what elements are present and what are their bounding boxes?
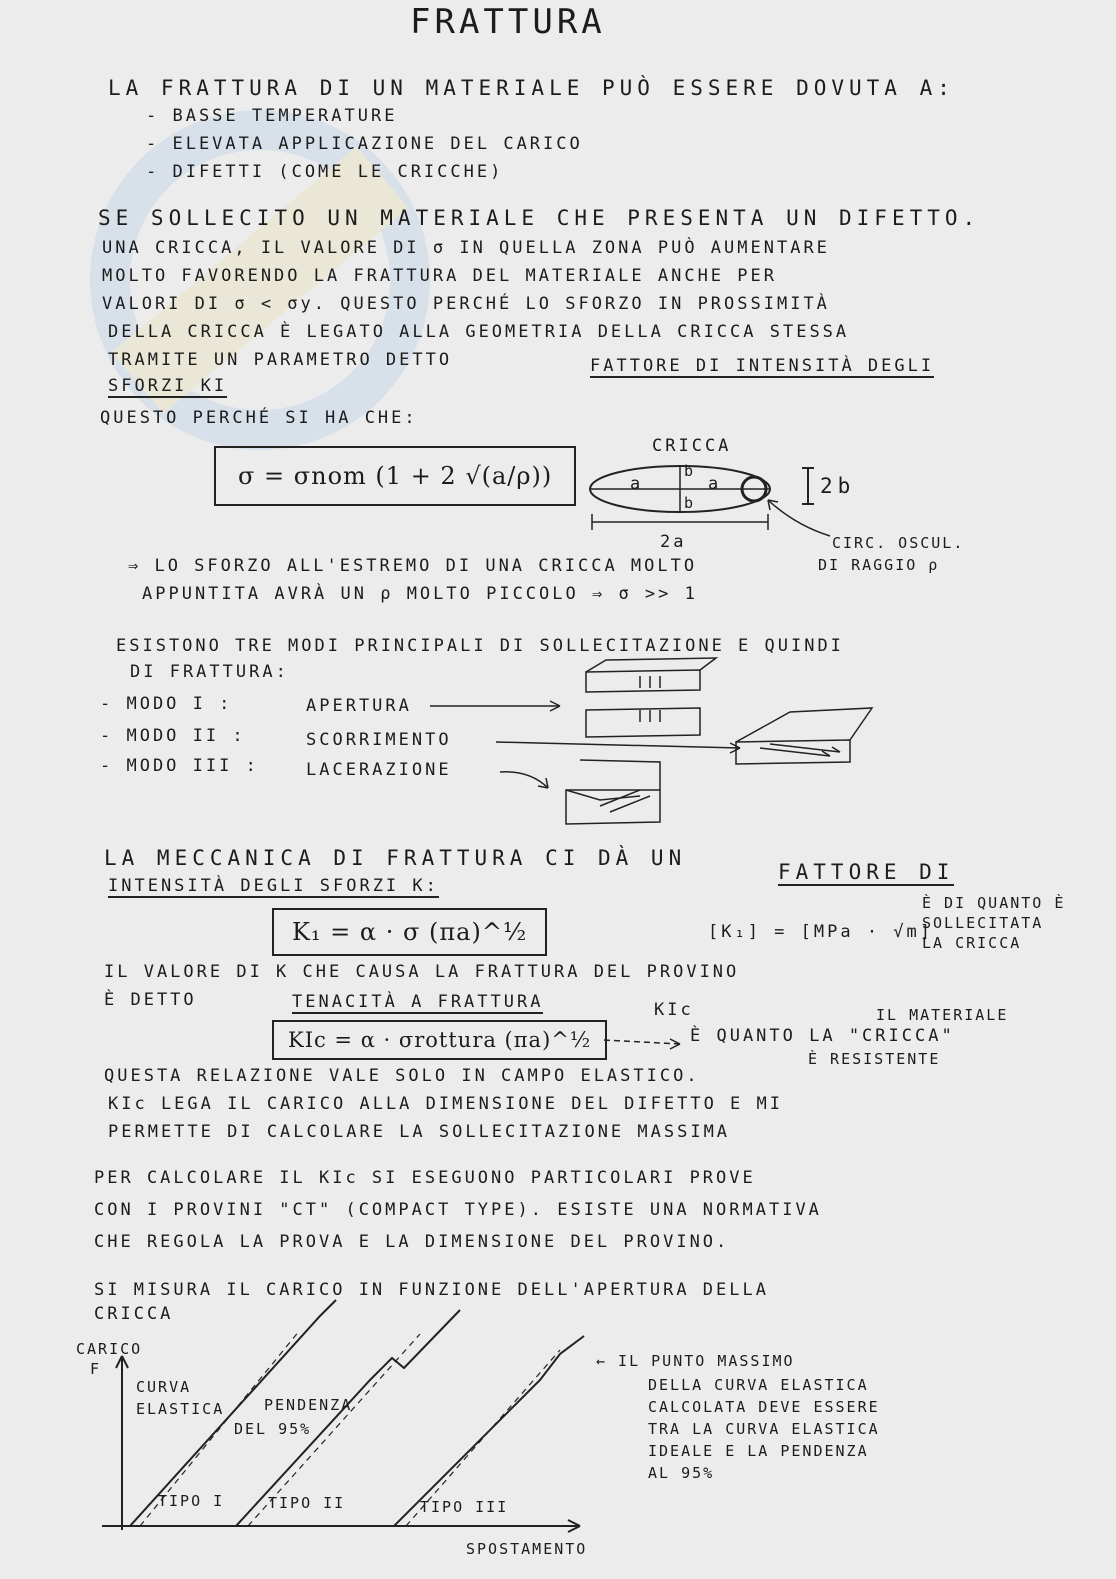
paragraph-line: TRAMITE UN PARAMETRO DETTO bbox=[108, 350, 453, 370]
mode-description: LACERAZIONE bbox=[306, 760, 452, 780]
paragraph-line: QUESTO PERCHÉ SI HA CHE: bbox=[100, 408, 418, 428]
y-axis-label: F bbox=[90, 1360, 102, 1378]
slope-label: DEL 95% bbox=[234, 1420, 312, 1438]
key-term: SFORZI KI bbox=[108, 376, 228, 396]
paragraph-line: SE SOLLECITO UN MATERIALE CHE PRESENTA UN DIFETTO. bbox=[98, 206, 981, 230]
type-label: TIPO II bbox=[268, 1494, 346, 1512]
mode-description: APERTURA bbox=[306, 696, 412, 716]
key-term: FATTORE DI bbox=[778, 860, 955, 884]
key-term: INTENSITÀ DEGLI SFORZI K: bbox=[108, 876, 439, 896]
circle-label: CIRC. OSCUL. bbox=[832, 534, 965, 552]
crack-half-height: b bbox=[684, 462, 696, 480]
toughness-note: IL MATERIALE bbox=[876, 1006, 1009, 1024]
circle-label: DI RAGGIO ρ bbox=[818, 556, 940, 574]
key-term: FATTORE DI INTENSITÀ DEGLI bbox=[590, 356, 935, 376]
mode-name: - MODO III : bbox=[100, 756, 259, 776]
graph-note: AL 95% bbox=[648, 1464, 715, 1482]
paragraph-line: CRICCA bbox=[94, 1304, 174, 1324]
type-label: TIPO I bbox=[158, 1492, 225, 1510]
graph-note: TRA LA CURVA ELASTICA bbox=[648, 1420, 880, 1438]
type-label: TIPO III bbox=[420, 1498, 509, 1516]
paragraph-line: KIc LEGA IL CARICO ALLA DIMENSIONE DEL DIFETTO E MI bbox=[108, 1094, 783, 1114]
modes-intro-line: ESISTONO TRE MODI PRINCIPALI DI SOLLECITAZIONE E QUINDI bbox=[116, 636, 844, 656]
paragraph-line: VALORI DI σ < σy. QUESTO PERCHÉ LO SFORZO IN PROSSIMITÀ bbox=[102, 294, 830, 314]
toughness-line: È DETTO bbox=[104, 990, 197, 1010]
curve-label: ELASTICA bbox=[136, 1400, 225, 1418]
toughness-line: IL VALORE DI K CHE CAUSA LA FRATTURA DEL PROVINO bbox=[104, 962, 740, 982]
units-formula: [K₁] = [MPa · √m] bbox=[708, 922, 933, 942]
mechanics-line: LA MECCANICA DI FRATTURA CI DÀ UN bbox=[104, 846, 687, 870]
intro-line: LA FRATTURA DI UN MATERIALE PUÒ ESSERE DOVUTA A: bbox=[108, 76, 955, 100]
modes-intro-line: DI FRATTURA: bbox=[130, 662, 289, 682]
paragraph-line: CHE REGOLA LA PROVA E LA DIMENSIONE DEL PROVINO. bbox=[94, 1232, 730, 1252]
side-note: SOLLECITATA bbox=[922, 914, 1044, 932]
paragraph-line: PER CALCOLARE IL KIc SI ESEGUONO PARTICOLARI PROVE bbox=[94, 1168, 756, 1188]
slope-label: PENDENZA bbox=[264, 1396, 353, 1414]
side-note: È DI QUANTO È bbox=[922, 894, 1066, 912]
cause-item: - DIFETTI (COME LE CRICCHE) bbox=[146, 162, 504, 182]
paragraph-line: MOLTO FAVORENDO LA FRATTURA DEL MATERIALE ANCHE PER bbox=[102, 266, 777, 286]
paragraph-line: QUESTA RELAZIONE VALE SOLO IN CAMPO ELASTICO. bbox=[104, 1066, 700, 1086]
toughness-formula: KIc = α · σrottura (πa)^½ bbox=[272, 1020, 607, 1060]
curve-label: CURVA bbox=[136, 1378, 192, 1396]
paragraph-line: DELLA CRICCA È LEGATO ALLA GEOMETRIA DELLA CRICCA STESSA bbox=[108, 322, 850, 342]
crack-half-length: a bbox=[630, 474, 644, 494]
crack-half-length: a bbox=[708, 474, 722, 494]
paragraph-line: UNA CRICCA, IL VALORE DI σ IN QUELLA ZONA PUÒ AUMENTARE bbox=[102, 238, 830, 258]
toughness-note: È RESISTENTE bbox=[808, 1050, 941, 1068]
crack-width-label: 2a bbox=[660, 532, 687, 552]
paragraph-line: PERMETTE DI CALCOLARE LA SOLLECITAZIONE MASSIMA bbox=[108, 1122, 731, 1142]
cause-item: - ELEVATA APPLICAZIONE DEL CARICO bbox=[146, 134, 583, 154]
y-axis-label: CARICO bbox=[76, 1340, 143, 1358]
conclusion-line: ⇒ LO SFORZO ALL'ESTREMO DI UNA CRICCA MOLTO bbox=[128, 556, 698, 576]
crack-half-height: b bbox=[684, 494, 696, 512]
graph-note: IDEALE E LA PENDENZA bbox=[648, 1442, 869, 1460]
toughness-note: È QUANTO LA "CRICCA" bbox=[690, 1026, 955, 1046]
paragraph-line: SI MISURA IL CARICO IN FUNZIONE DELL'APERTURA DELLA bbox=[94, 1280, 769, 1300]
crack-label: CRICCA bbox=[652, 436, 732, 456]
paragraph-line: CON I PROVINI "CT" (COMPACT TYPE). ESISTE UNA NORMATIVA bbox=[94, 1200, 822, 1220]
stress-intensity-formula: K₁ = α · σ (πa)^½ bbox=[272, 908, 547, 956]
mode-name: - MODO I : bbox=[100, 694, 233, 714]
graph-note: DELLA CURVA ELASTICA bbox=[648, 1376, 869, 1394]
conclusion-line: APPUNTITA AVRÀ UN ρ MOLTO PICCOLO ⇒ σ >> 1 bbox=[142, 584, 698, 604]
crack-height-label: 2b bbox=[820, 474, 856, 498]
side-note: LA CRICCA bbox=[922, 934, 1022, 952]
x-axis-label: SPOSTAMENTO bbox=[466, 1540, 588, 1558]
graph-note: CALCOLATA DEVE ESSERE bbox=[648, 1398, 880, 1416]
stress-concentration-formula: σ = σnom (1 + 2 √(a/ρ)) bbox=[214, 446, 576, 506]
page-title: FRATTURA bbox=[410, 2, 606, 42]
graph-note: ← IL PUNTO MASSIMO bbox=[596, 1352, 795, 1370]
key-term: TENACITÀ A FRATTURA bbox=[292, 992, 544, 1012]
toughness-symbol: KIc bbox=[654, 1000, 694, 1020]
mode-name: - MODO II : bbox=[100, 726, 246, 746]
mode-description: SCORRIMENTO bbox=[306, 730, 452, 750]
cause-item: - BASSE TEMPERATURE bbox=[146, 106, 398, 126]
